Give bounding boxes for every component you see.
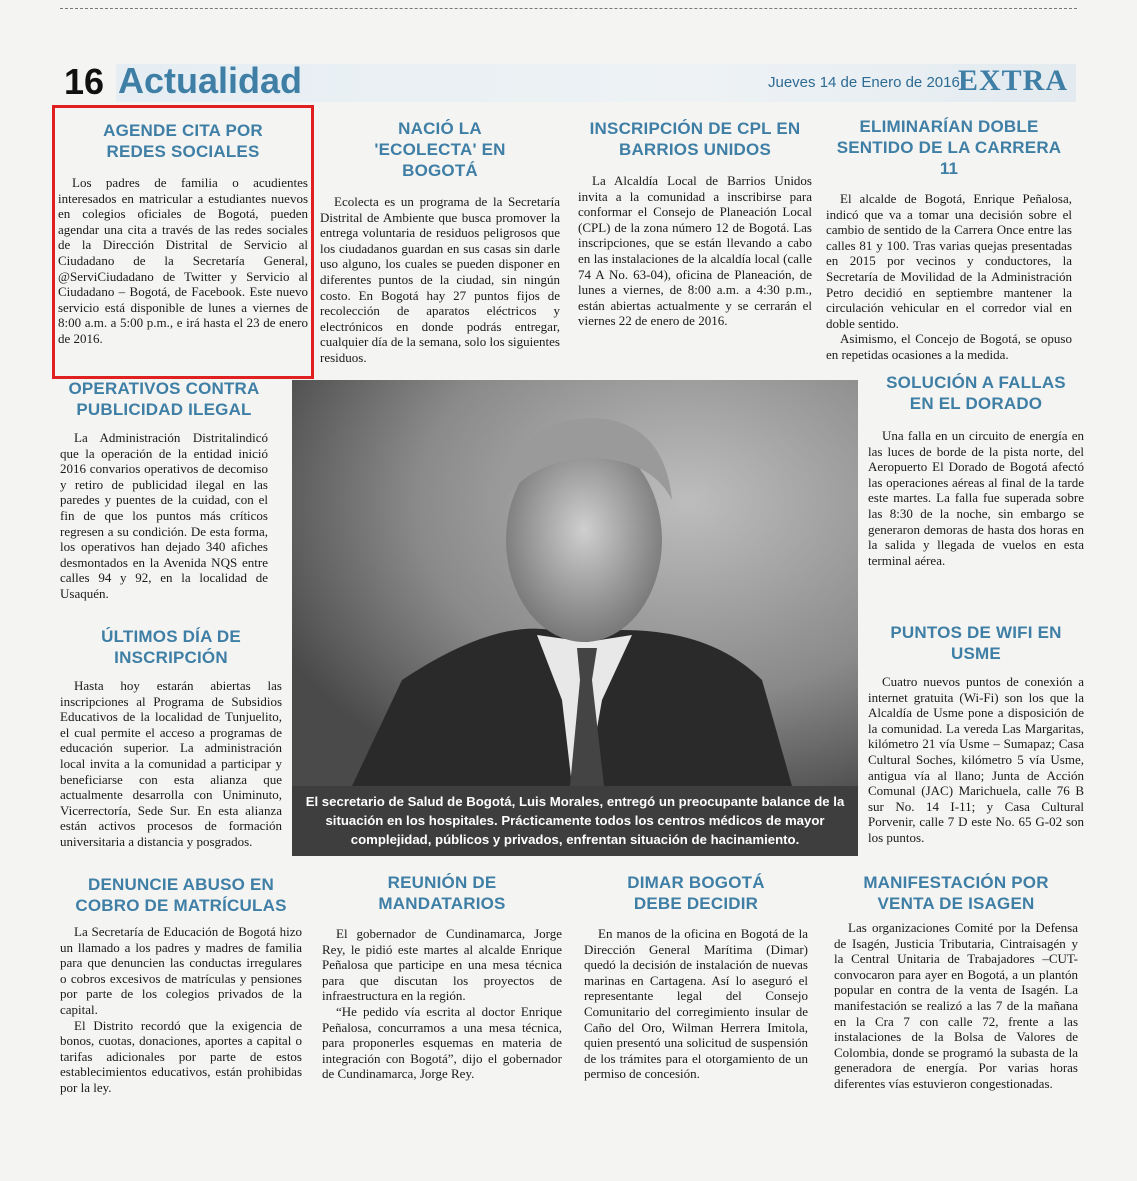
issue-date: Jueves 14 de Enero de 2016	[768, 74, 960, 91]
newspaper-logo: EXTRA	[958, 64, 1069, 97]
article-carrera11	[826, 116, 1072, 363]
article-body: Cuatro nuevos puntos de conexión a internet gratuita (Wi-Fi) son los que la Alcaldía de Usme pone a disposición de la comunidad. La vereda Las Margaritas, kilómetro 21 vía Usme – Sumapaz; Casa Cultural Soches, kilómetro 5 vía Usme, antigua vía al llano; Junta de Acción Comunal (JAC) Marichuela, calle 76 B sur No. 14 I-11; y Casa Cultural Porvenir, calle 7 D este No. 65 G-02 son los puntos.	[868, 674, 1084, 845]
article-isagen	[834, 872, 1078, 1092]
headline: AGENDE CITA POR REDES SOCIALES	[103, 121, 263, 161]
article-denuncie	[60, 874, 302, 1096]
article-body: La Administración Distritalindicó que la operación de la entidad inició 2016 convarios operativos de decomiso y retiro de publicidad ilegal en las paredes y puentes de la cuidad, con el fin de que los puntos más críticos regresen a su condición. De esta forma, los operativos han dejado 340 afiches desmontados en la Avenida NQS entre calles 94 y 92, en la localidad de Usaquén.	[60, 430, 268, 601]
article-body: Los padres de familia o acudientes interesados en matricular a estudiantes nuevos en colegios oficiales de Bogotá, pueden agendar una cita a través de las redes sociales de la Dirección Distrital de Servicio al Ciudadano de la Secretaría General, @ServiCiudadano de Twitter y Servicio al Ciudadano – Bogotá, de Facebook. Este nuevo servicio está disponible de lunes a viernes de 8:00 a.m. a 5:00 p.m., e irá hasta el 23 de enero de 2016.	[58, 175, 308, 346]
headline: DENUNCIE ABUSO EN COBRO DE MATRÍCULAS	[75, 875, 287, 915]
article-dimar	[584, 872, 808, 1082]
article-body: Una falla en un circuito de energía en las luces de borde de la pista norte, del Aeropuerto El Dorado de Bogotá afectó las operaciones aéreas al final de la tarde este martes. La falla fue superada sobre las 8:30 de la noche, sin embargo se generaron demoras de hasta dos horas en la salida y llegada de vuelos en esta terminal aérea.	[868, 428, 1084, 568]
headline: DIMAR BOGOTÁ DEBE DECIDIR	[627, 873, 765, 913]
article-wifi	[868, 622, 1084, 846]
article-body: Ecolecta es un programa de la Secretaría Distrital de Ambiente que busca promover la entrega voluntaria de residuos peligrosos que los ciudadanos guardan en sus casas sin darle uso alguno, los cuales se pueden disponer en diferentes puntos de la ciudad, sin ningún costo. En Bogotá hay 27 puntos fijos de recolección de aparatos eléctricos y electrónicos en donde podrás entregar, cualquier día de la semana, solo los siguientes residuos.	[320, 194, 560, 365]
headline: OPERATIVOS CONTRA PUBLICIDAD ILEGAL	[68, 379, 260, 419]
news-photo	[292, 380, 858, 856]
article-body: El alcalde de Bogotá, Enrique Peñalosa, indicó que va a tomar una decisión sobre el cambio de sentido de la Carrera Once entre las calles 81 y 100. Tras varias quejas presentadas en 2015 por vecinos y conductores, la Secretaría de Movilidad de la Administración Petro decidió en septiembre mantener la circulación vehicular en el corredor vial en doble sentido. Asimismo, el Concejo de Bogotá, se opuso en repetidas ocasiones a la medida.	[826, 191, 1072, 362]
photo-caption: El secretario de Salud de Bogotá, Luis Morales, entregó un preocupante balance de la situación en los hospitales. Prácticamente todos los centros médicos de mayor complejidad, públicos y privados, enfrentan situación de hacinamiento.	[292, 786, 858, 856]
headline: REUNIÓN DE MANDATARIOS	[378, 873, 506, 913]
headline: NACIÓ LA 'ECOLECTA' EN BOGOTÁ	[374, 119, 506, 180]
headline: INSCRIPCIÓN DE CPL EN BARRIOS UNIDOS	[589, 119, 801, 159]
article-body: Hasta hoy estarán abiertas las inscripciones al Programa de Subsidios Educativos de la localidad de Tunjuelito, el cual permite el acceso a programas de educación superior. La administración local invita a la comunidad a participar y beneficiarse con esta alianza que actualmente desarrolla con Uniminuto, Vicerrectoría, Sede Sur. En esta alianza están activos procesos de formación universitaria a distancia y posgrados.	[60, 678, 282, 849]
photo-image	[292, 380, 858, 786]
headline: ELIMINARÍAN DOBLE SENTIDO DE LA CARRERA 11	[836, 117, 1062, 178]
headline: MANIFESTACIÓN POR VENTA DE ISAGEN	[863, 873, 1049, 913]
page-top-border	[60, 8, 1077, 9]
article-dorado	[868, 372, 1084, 568]
headline: PUNTOS DE WIFI EN USME	[890, 623, 1062, 663]
article-body: En manos de la oficina en Bogotá de la Dirección General Marítima (Dimar) quedó la decisión de instalación de nuevas marinas en Cartagena. Así lo aseguró el representante legal del Consejo Comunitario del corregimiento insular de Caño del Oro, Wilman Herrera Imitola, quien presentó una solicitud de suspensión de los trámites para el otorgamiento de un permiso de concesión.	[584, 926, 808, 1082]
article-ultimos	[60, 626, 282, 850]
highlight-box	[52, 105, 314, 379]
article-operativos	[60, 378, 268, 602]
article-reunion	[322, 872, 562, 1082]
article-body: Las organizaciones Comité por la Defensa de Isagén, Justicia Tributaria, Cintraisagén y la Central Unitaria de Trabajadores –CUT- convocaron para ayer en Bogotá, a un plantón popular en contra de la venta de Isagén. La manifestación se realizó a las 7 de la mañana en la Cra 7 con calle 72, frente a las instalaciones de la Bolsa de Valores de Colombia, donde se programó la subasta de la generadora de energía. Por varias horas diferentes vías estuvieron congestionadas.	[834, 920, 1078, 1091]
article-body: El gobernador de Cundinamarca, Jorge Rey, le pidió este martes al alcalde Enrique Peñalosa que participe en una mesa técnica para que discutan los proyectos de infraestructura en la región. “He pedido vía escrita al doctor Enrique Peñalosa, concurramos a una mesa técnica, para proponerles esquemas en materia de integración con Bogotá”, dijo el gobernador de Cundinamarca, Jorge Rey.	[322, 926, 562, 1082]
article-ecolecta	[320, 118, 560, 366]
headline: ÚLTIMOS DÍA DE INSCRIPCIÓN	[101, 627, 241, 667]
article-body: La Secretaría de Educación de Bogotá hizo un llamado a los padres y madres de familia para que denuncien las conductas irregulares o cobros excesivos de matrículas y pensiones por parte de los colegios privados de la capital. El Distrito recordó que la exigencia de bonos, cuotas, donaciones, aportes a capital o tarifas adicionales por parte de estos establecimientos educativos, están prohibidas por la ley.	[60, 924, 302, 1095]
headline: SOLUCIÓN A FALLAS EN EL DORADO	[886, 373, 1066, 413]
article-body: La Alcaldía Local de Barrios Unidos invita a la comunidad a inscribirse para conformar el Consejo de Planeación Local (CPL) de la zona número 12 de Bogotá. Las inscripciones, que se están llevando a cabo en las instalaciones de la alcaldía local (calle 74 A No. 63-04), oficina de Planeación, de lunes a viernes, de 8:00 a.m. a 4:30 p.m., están abiertas actualmente y se cerrarán el viernes 22 de enero de 2016.	[578, 173, 812, 329]
article-cpl	[578, 118, 812, 329]
page-number: 16	[64, 61, 105, 102]
section-title: Actualidad	[118, 60, 303, 101]
